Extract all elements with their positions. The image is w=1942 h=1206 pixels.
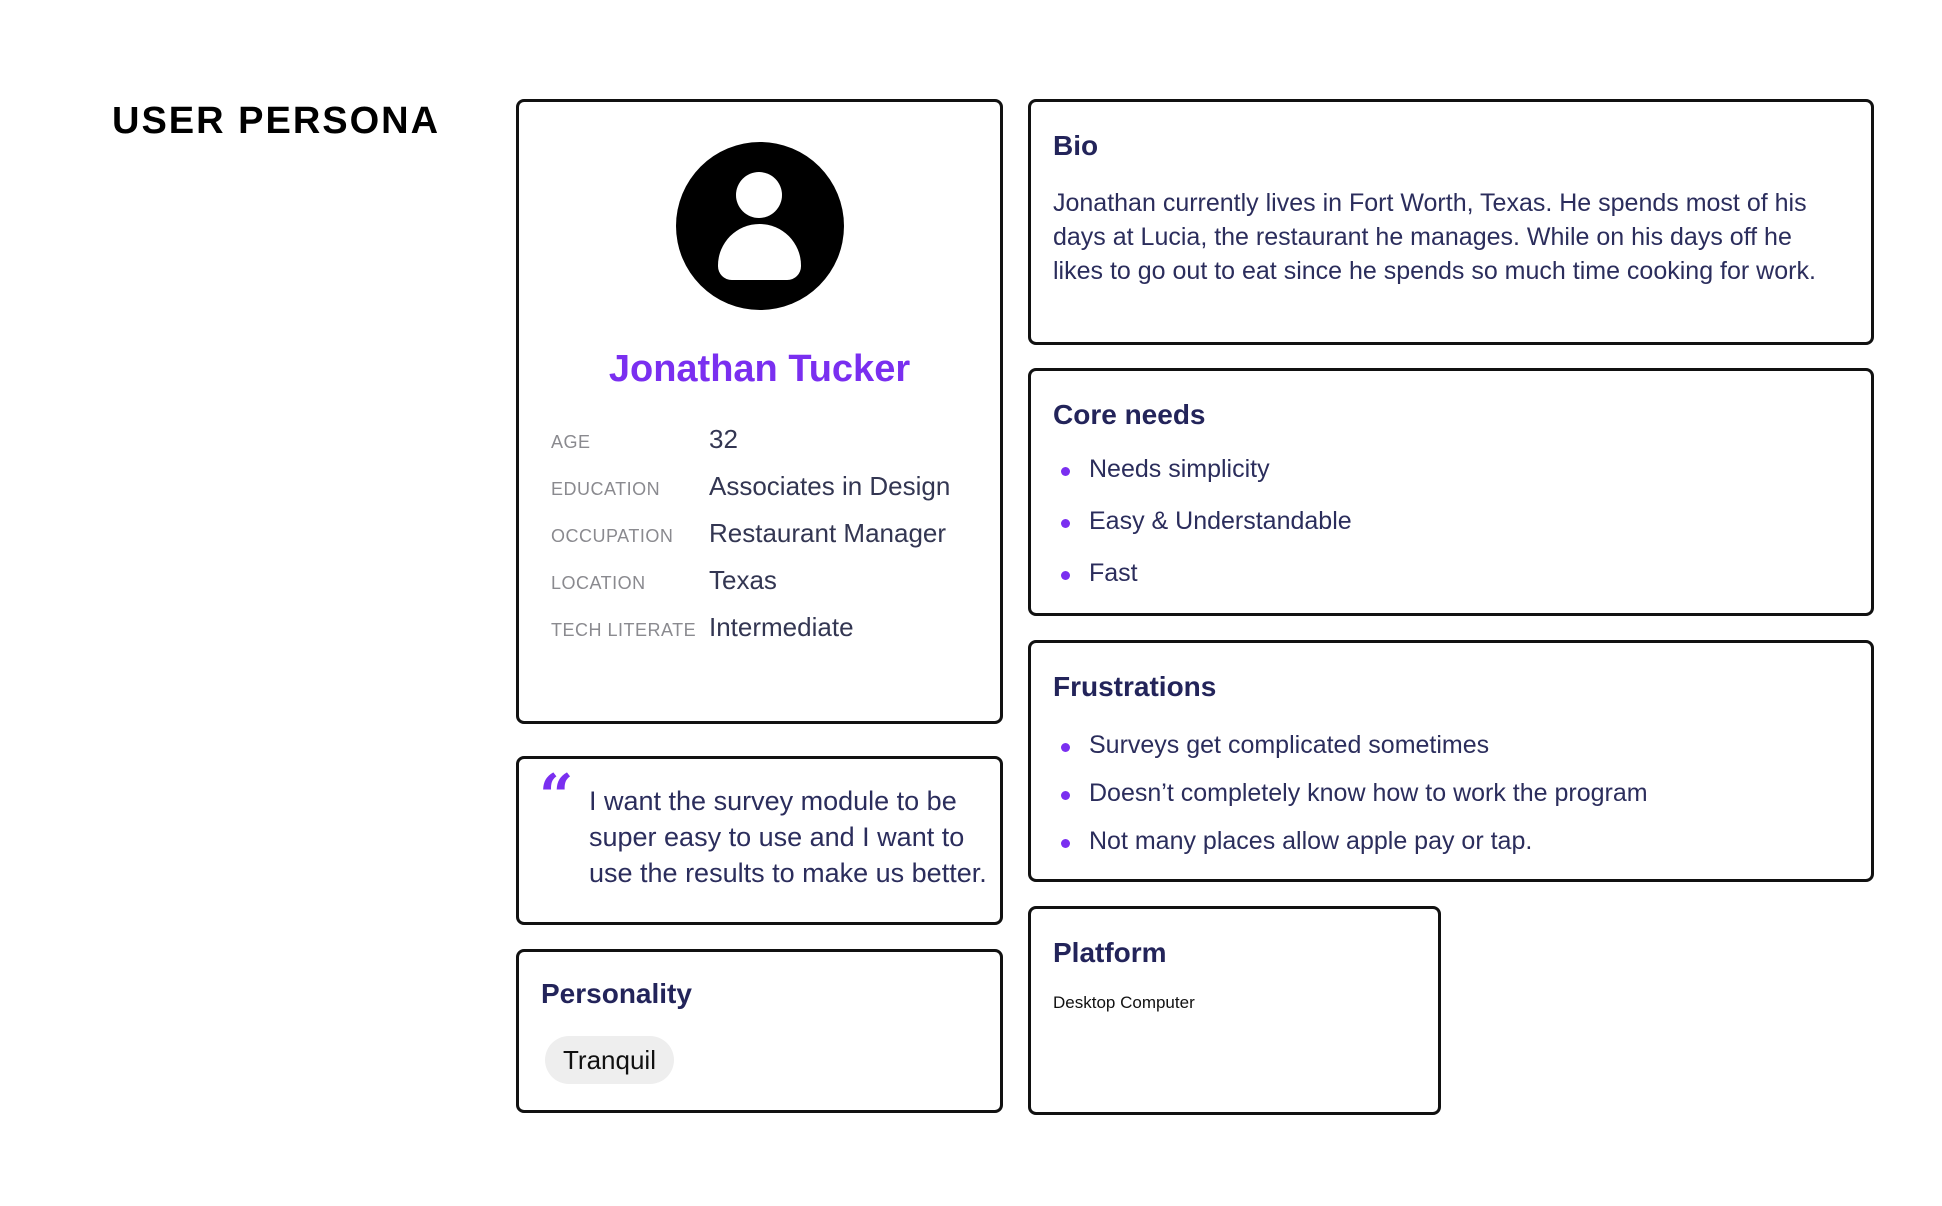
attribute-label: TECH LITERATE <box>551 620 697 640</box>
attribute-label: EDUCATION <box>551 479 661 499</box>
list-item <box>1057 507 1352 559</box>
core-needs-title: Core needs <box>1053 399 1206 430</box>
bullet-dot-icon <box>1061 519 1070 528</box>
personality-title: Personality <box>541 978 692 1009</box>
attribute-list <box>551 424 981 659</box>
quote-card <box>516 756 1003 925</box>
list-item-text: Easy & Understandable <box>1089 507 1352 535</box>
list-item <box>1057 731 1648 779</box>
list-item <box>1057 455 1352 507</box>
list-item-text: Fast <box>1089 559 1138 587</box>
attribute-value: Restaurant Manager <box>709 518 947 548</box>
core-needs-card <box>1028 368 1874 616</box>
bullet-dot-icon <box>1061 571 1070 580</box>
attribute-row-location <box>551 565 981 612</box>
list-item <box>1057 827 1648 875</box>
list-item <box>1057 779 1648 827</box>
attribute-value: 32 <box>709 424 738 454</box>
core-needs-list <box>1057 455 1352 611</box>
list-item-text: Not many places allow apple pay or tap. <box>1089 827 1533 855</box>
attribute-value: Intermediate <box>709 612 854 642</box>
attribute-label: AGE <box>551 432 591 452</box>
list-item <box>1057 559 1352 611</box>
attribute-value: Associates in Design <box>709 471 951 501</box>
avatar-head-shape <box>736 172 782 218</box>
attribute-row-tech-literate <box>551 612 981 659</box>
platform-card <box>1028 906 1441 1115</box>
attribute-label: OCCUPATION <box>551 526 674 546</box>
bio-card <box>1028 99 1874 345</box>
quote-mark-icon: “ <box>539 762 574 832</box>
page-title: USER PERSONA <box>112 100 441 142</box>
attribute-value: Texas <box>709 565 777 595</box>
platform-title: Platform <box>1053 937 1167 968</box>
persona-name: Jonathan Tucker <box>608 348 911 390</box>
list-item-text: Needs simplicity <box>1089 455 1270 483</box>
platform-value: Desktop Computer <box>1053 993 1195 1012</box>
personality-card <box>516 949 1003 1113</box>
frustrations-title: Frustrations <box>1053 671 1217 702</box>
bullet-dot-icon <box>1061 743 1070 752</box>
attribute-label: LOCATION <box>551 573 646 593</box>
bio-text: Jonathan currently lives in Fort Worth, Texas. He spends most of his days at Lucia, the restaurant he manages. While on his days off he likes to go out to eat since he spends so much time cooking for work. <box>1053 189 1816 285</box>
bio-title: Bio <box>1053 130 1099 161</box>
bullet-dot-icon <box>1061 839 1070 848</box>
attribute-row-education <box>551 471 981 518</box>
bullet-dot-icon <box>1061 467 1070 476</box>
avatar-body-shape <box>718 224 801 280</box>
frustrations-list <box>1057 731 1648 875</box>
bullet-dot-icon <box>1061 791 1070 800</box>
attribute-row-age <box>551 424 981 471</box>
attribute-row-occupation <box>551 518 981 565</box>
profile-card <box>516 99 1003 724</box>
list-item-text: Surveys get complicated sometimes <box>1089 731 1490 759</box>
quote-text: I want the survey module to be super easy to use and I want to use the results to make us better. <box>589 786 987 888</box>
list-item-text: Doesn’t completely know how to work the program <box>1089 779 1648 807</box>
frustrations-card <box>1028 640 1874 882</box>
user-avatar-icon <box>676 142 844 310</box>
personality-tag: Tranquil <box>545 1036 674 1084</box>
